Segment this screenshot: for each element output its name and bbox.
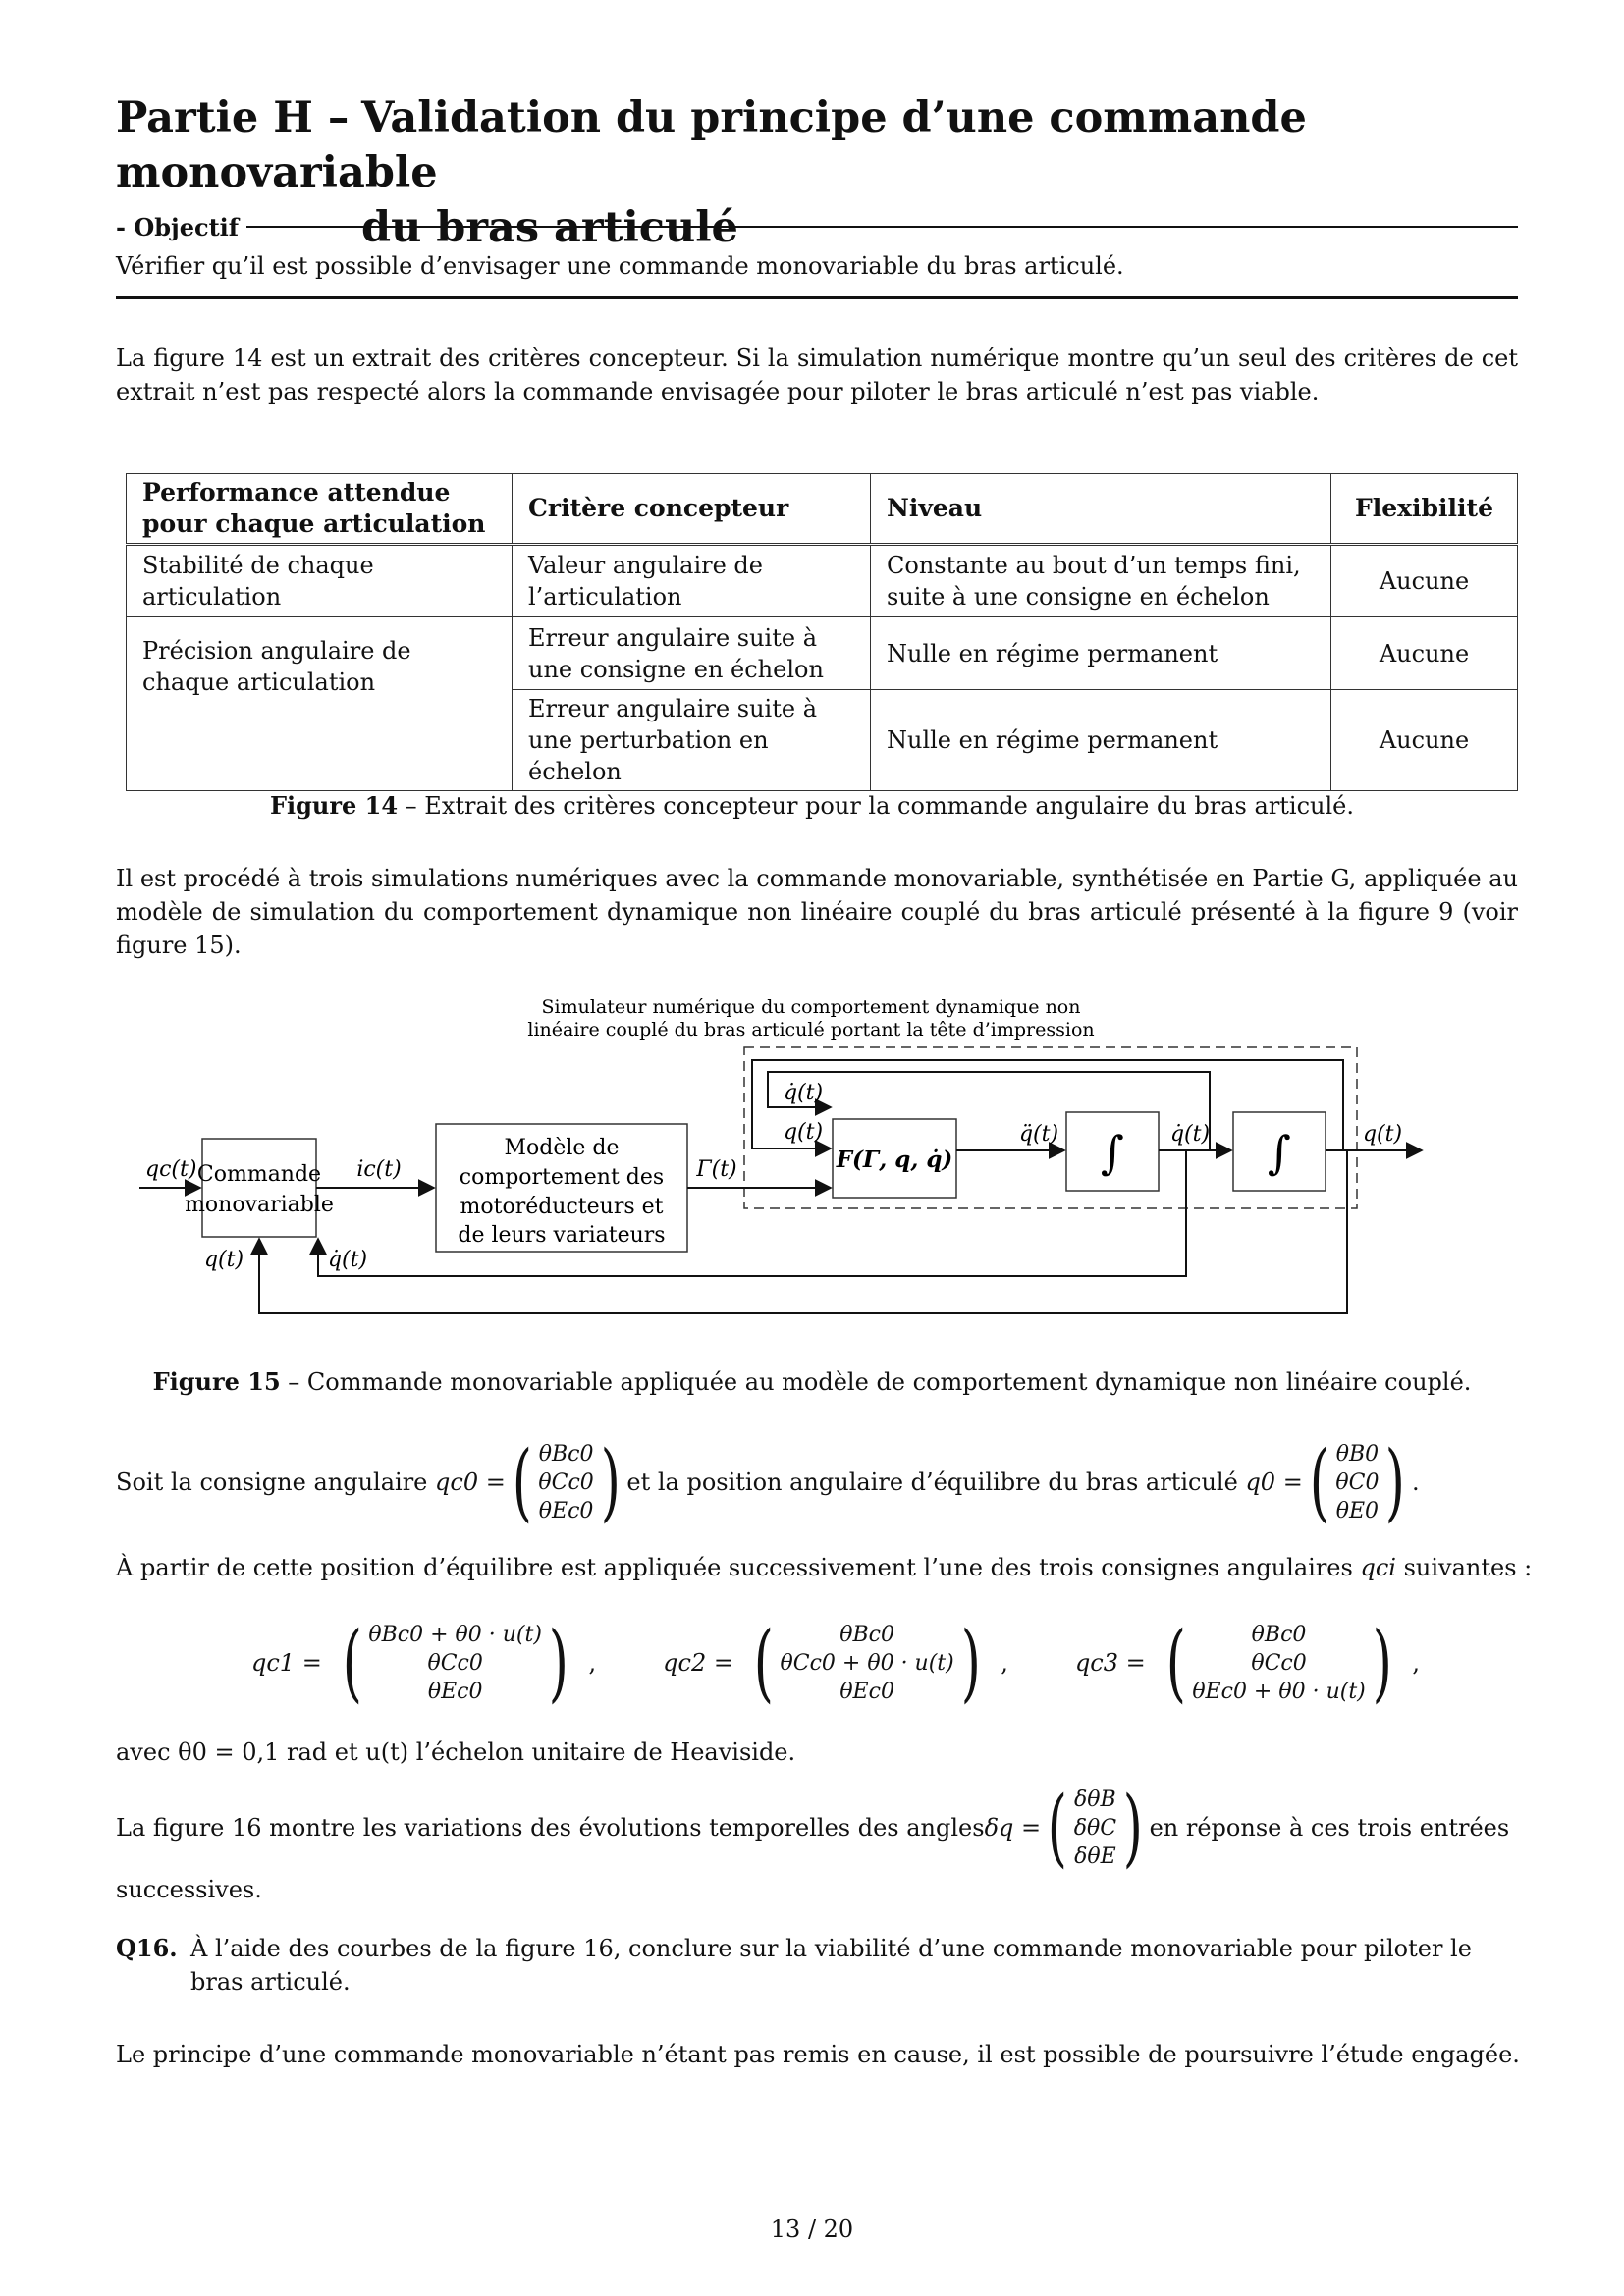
qc2-symbol: qc2 = (663, 1649, 733, 1677)
consignes-row (251, 1614, 1420, 1712)
figure-14-text: – Extrait des critères concepteur pour la commande angulaire du bras articulé. (405, 792, 1355, 820)
title-line1: Validation du principe d’une commande monovariable (116, 93, 1307, 197)
model-label-3: motoréducteurs et (460, 1195, 664, 1219)
table-row (127, 617, 1518, 690)
model-label-1: Modèle de (504, 1136, 620, 1160)
page-number: 13 / 20 (770, 2216, 854, 2243)
vector-entry: δθB (1074, 1787, 1116, 1812)
simulator-title-1: Simulateur numérique du comportement dynamique non (541, 996, 1081, 1018)
ic-label: ic(t) (356, 1157, 402, 1182)
cell-critere: Erreur angulaire suite à une perturbation en échelon (513, 690, 871, 791)
vector-entry: θEc0 (839, 1679, 894, 1704)
vector-entry: θBc0 (839, 1622, 894, 1647)
vector-entry: θBc0 (1251, 1622, 1307, 1647)
question-label: Q16. (116, 1934, 178, 1962)
header-niveau: Niveau (871, 474, 1331, 545)
title-line2: du bras articulé (361, 203, 738, 252)
fig16-successives: successives. (116, 1876, 262, 1903)
para3-text: À partir de cette position d’équilibre est appliquée successivement l’une des trois consignes angulaires (116, 1554, 1361, 1581)
qc0-symbol: qc0 = (435, 1468, 506, 1496)
criteria-table (126, 473, 1518, 791)
vector-entry: θEc0 (427, 1679, 483, 1704)
cell-performance: Précision angulaire de chaque articulation (127, 617, 513, 791)
title-prefix: Partie H – (116, 93, 350, 142)
integral-icon: ∫ (1268, 1126, 1291, 1179)
figure-15-label: Figure 15 (152, 1367, 281, 1396)
header-performance: Performance attendue pour chaque articulation (127, 474, 513, 545)
eq-lead: Soit la consigne angulaire (116, 1468, 428, 1496)
vector-entry: θCc0 (427, 1650, 483, 1676)
model-label-4: de leurs variateurs (458, 1223, 666, 1248)
separator: , (588, 1649, 597, 1677)
qc1-vector: ( θBc0 + θ0 · u(t) θCc0 θEc0 ) (342, 1614, 568, 1712)
consigne-paragraph (116, 1551, 1532, 1584)
block-diagram (116, 982, 1432, 1335)
qc0-vector: ( θBc0 θCc0 θEc0 ) (512, 1433, 621, 1531)
question-16 (116, 1932, 1518, 1999)
intro-paragraph: La figure 14 est un extrait des critères concepteur. Si la simulation numérique montre qu’un seul des critères de cet extrait n’est pas respecté alors la commande envisagée pour piloter le bras articulé n’est pas viable. (116, 345, 1518, 405)
vector-entry: θB0 (1335, 1441, 1380, 1467)
model-label-2: comportement des (459, 1165, 665, 1190)
cell-performance: Stabilité de chaque articulation (127, 545, 513, 617)
command-block (202, 1139, 316, 1237)
cell-flex: Aucune (1331, 690, 1518, 791)
vector-entry: δθC (1073, 1815, 1117, 1841)
figure-15-text: – Commande monovariable appliquée au modèle de comportement dynamique non linéaire couplé. (288, 1368, 1472, 1396)
qc2-vector: ( θBc0 θCc0 + θ0 · u(t) θEc0 ) (753, 1614, 981, 1712)
table-row (127, 545, 1518, 617)
command-label-1: Commande (196, 1162, 322, 1187)
vector-entry: θBc0 + θ0 · u(t) (368, 1622, 542, 1647)
eq-mid: et la position angulaire d’équilibre du bras articulé (626, 1468, 1238, 1496)
dq-symbol: δq = (984, 1814, 1042, 1842)
q-outer-feedback (259, 1150, 1347, 1313)
objective-header (116, 210, 1518, 243)
question-text: À l’aide des courbes de la figure 16, conclure sur la viabilité d’une commande monovariable pour piloter le bras articulé. (190, 1935, 1472, 1996)
cell-flex: Aucune (1331, 617, 1518, 690)
table-header-row (127, 474, 1518, 545)
qdot-outer-label: q̇(t) (327, 1248, 368, 1272)
header-flexibilite: Flexibilité (1331, 474, 1518, 545)
separator: , (1412, 1649, 1420, 1677)
vector-entry: θCc0 (538, 1469, 594, 1495)
dq-vector: ( δθB δθC δθE ) (1047, 1779, 1143, 1877)
objective-label: - Objectif (116, 212, 240, 241)
vector-entry: δθE (1074, 1843, 1116, 1869)
qci-symbol: qci (1360, 1554, 1396, 1581)
q-inner-label: q(t) (783, 1120, 824, 1145)
q0-vector: ( θB0 θC0 θE0 ) (1309, 1433, 1406, 1531)
f-block-label: F(Γ, q, q̇) (836, 1147, 953, 1173)
integral-icon: ∫ (1101, 1126, 1124, 1179)
para3-end: suivantes : (1395, 1554, 1533, 1581)
vector-entry: θEc0 + θ0 · u(t) (1192, 1679, 1366, 1704)
qc1-symbol: qc1 = (251, 1649, 322, 1677)
simulator-title-2: linéaire couplé du bras articulé portant la tête d’impression (527, 1019, 1095, 1041)
q-output-label: q(t) (1362, 1122, 1403, 1147)
qddot-label: q̈(t) (1018, 1122, 1059, 1147)
qdot-label: q̇(t) (1169, 1122, 1211, 1147)
figure-14-label: Figure 14 (269, 791, 399, 820)
vector-entry: θEc0 (538, 1498, 594, 1523)
separator: , (1001, 1649, 1008, 1677)
cell-niveau: Nulle en régime permanent (871, 617, 1331, 690)
cell-critere: Erreur angulaire suite à une consigne en échelon (513, 617, 871, 690)
gamma-label: Γ(t) (696, 1157, 737, 1182)
figure-15-caption (0, 1366, 1624, 1398)
cell-flex: Aucune (1331, 545, 1518, 617)
command-label-2: monovariable (185, 1193, 334, 1217)
vector-entry: θCc0 + θ0 · u(t) (780, 1650, 954, 1676)
cell-niveau: Constante au bout d’un temps fini, suite à une consigne en échelon (871, 545, 1331, 617)
vector-entry: θC0 (1335, 1469, 1380, 1495)
header-critere: Critère concepteur (513, 474, 871, 545)
q0-symbol: q0 = (1245, 1468, 1303, 1496)
fig16-text-end: en réponse à ces trois entrées (1149, 1814, 1510, 1842)
vector-entry: θE0 (1335, 1498, 1380, 1523)
cell-niveau: Nulle en régime permanent (871, 690, 1331, 791)
vector-entry: θBc0 (538, 1441, 594, 1467)
figure-16-line (116, 1779, 1509, 1877)
q-outer-label: q(t) (203, 1248, 244, 1272)
qc3-vector: ( θBc0 θCc0 θEc0 + θ0 · u(t) ) (1165, 1614, 1392, 1712)
avec-line: avec θ0 = 0,1 rad et u(t) l’échelon unitaire de Heaviside. (116, 1738, 796, 1766)
qc-label: qc(t) (145, 1157, 197, 1182)
vector-entry: θCc0 (1251, 1650, 1307, 1676)
qdot-inner-label: q̇(t) (783, 1081, 824, 1105)
objective-rule (116, 296, 1518, 299)
objective-divider (246, 226, 1518, 228)
simulation-paragraph: Il est procédé à trois simulations numériques avec la commande monovariable, synthétisée en Partie G, appliquée au modèle de simulation du comportement dynamique non linéaire couplé du bras articulé présenté à la figure 9 (voir figure 15). (116, 865, 1518, 959)
figure-14-caption (0, 790, 1624, 822)
fig16-text: La figure 16 montre les variations des évolutions temporelles des angles (116, 1814, 985, 1842)
final-paragraph: Le principe d’une commande monovariable n’étant pas remis en cause, il est possible de poursuivre l’étude engagée. (116, 2041, 1520, 2068)
objective-text: Vérifier qu’il est possible d’envisager une commande monovariable du bras articulé. (116, 252, 1124, 280)
qc3-symbol: qc3 = (1074, 1649, 1146, 1677)
cell-critere: Valeur angulaire de l’articulation (513, 545, 871, 617)
eq-end: . (1412, 1468, 1420, 1496)
equilibrium-line (116, 1433, 1420, 1531)
